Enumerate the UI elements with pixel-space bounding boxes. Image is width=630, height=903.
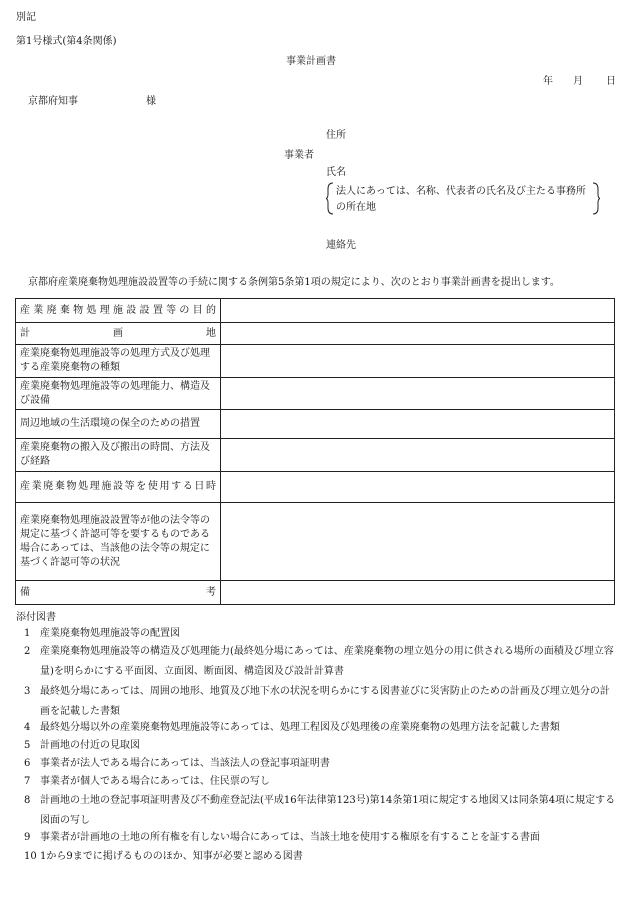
item-text: 最終処分場にあっては、周囲の地形、地質及び地下水の状況を明らかにする図書並びに災害防止のための計画及び埋立処分の計画を記載した書類	[40, 686, 610, 717]
row-label-purpose	[16, 299, 221, 323]
label-char: 廃	[43, 481, 54, 492]
item-text: 事業者が個人である場合にあっては、住民票の写し	[40, 776, 270, 787]
label-char: 物	[73, 304, 84, 316]
label-char: 業	[31, 481, 42, 492]
label-char: 産	[20, 481, 30, 492]
row-label-capacity: 産業廃棄物処理施設等の処理能力、構造及び設備	[16, 378, 221, 410]
row-value-capacity[interactable]	[221, 378, 615, 410]
corporate-note-bracket	[326, 182, 600, 215]
label-char: 使	[147, 481, 158, 492]
row-value-usage-time[interactable]	[221, 472, 615, 503]
row-label-text-spaced	[20, 327, 216, 341]
row-label-usage-time	[16, 472, 221, 503]
addressee: 京都府知事	[28, 96, 78, 107]
item-number: 9	[24, 832, 31, 843]
list-item	[24, 624, 616, 644]
label-char: 設	[126, 304, 137, 316]
item-number: 10	[24, 851, 37, 862]
label-char: 用	[159, 481, 170, 492]
list-item	[24, 736, 616, 756]
item-text: 産業廃棄物処理施設等の配置図	[40, 628, 180, 639]
row-value-site[interactable]	[221, 323, 615, 345]
row-label-text	[20, 304, 216, 318]
label-char: 棄	[59, 304, 70, 316]
row-value-remarks[interactable]	[221, 581, 615, 605]
date-year: 年	[543, 76, 553, 87]
list-item	[24, 754, 616, 774]
item-number: 2	[24, 646, 31, 657]
contact-label: 連絡先	[326, 240, 356, 251]
label-char: を	[136, 481, 147, 492]
row-label-text	[20, 480, 216, 494]
label-char: 画	[113, 327, 123, 339]
row-value-purpose[interactable]	[221, 299, 615, 323]
list-item	[24, 828, 616, 848]
row-label-remarks	[16, 581, 221, 605]
list-item	[24, 772, 616, 792]
plan-table	[15, 298, 615, 605]
table-row	[16, 410, 615, 439]
label-char: 棄	[54, 481, 65, 492]
form-number: 第1号様式(第4条関係)	[16, 36, 117, 47]
label-char: 等	[166, 304, 177, 316]
item-number: 5	[24, 740, 31, 751]
list-item	[24, 682, 616, 722]
label-char: 日	[194, 481, 205, 492]
label-char: 設	[113, 481, 123, 492]
label-char: 設	[139, 304, 150, 316]
honorific: 様	[146, 96, 156, 107]
item-number: 7	[24, 776, 31, 787]
label-char: す	[171, 481, 182, 492]
label-char: 置	[152, 304, 163, 316]
row-label-site	[16, 323, 221, 345]
address-label: 住所	[326, 130, 346, 141]
item-number: 6	[24, 758, 31, 769]
table-row	[16, 299, 615, 323]
date-day: 日	[606, 76, 616, 87]
row-label-method: 産業廃棄物処理施設等の処理方式及び処理する産業廃棄物の種類	[16, 345, 221, 378]
table-row	[16, 503, 615, 581]
label-char: 施	[101, 481, 112, 492]
label-char: 地	[206, 327, 216, 339]
label-char: 産	[20, 304, 30, 316]
item-text: 計画地の土地の登記事項証明書及び不動産登記法(平成16年法律第123号)第14条第1項に規定する地図又は同条第4項に規定する図面の写し	[40, 795, 616, 826]
label-char: 目	[192, 304, 203, 316]
label-char: 業	[33, 304, 44, 316]
date-month: 月	[573, 76, 583, 87]
label-char: 備	[20, 586, 30, 598]
label-char: 計	[20, 327, 30, 339]
label-char: 的	[205, 304, 216, 316]
label-char: 施	[112, 304, 123, 316]
label-char: 処	[86, 304, 97, 316]
table-row	[16, 439, 615, 472]
list-item	[24, 642, 616, 682]
row-value-transport[interactable]	[221, 439, 615, 472]
list-item	[24, 847, 616, 867]
row-label-permits: 産業廃棄物処理施設設置等が他の法令等の規定に基づく許認可等を要するものである場合にあっては、当該他の法令等の規定に基づく許認可等の状況	[16, 503, 221, 581]
list-item	[24, 791, 616, 831]
annex-label: 別記	[16, 12, 36, 23]
row-label-text-spaced	[20, 586, 216, 600]
row-value-environment[interactable]	[221, 410, 615, 439]
row-value-method[interactable]	[221, 345, 615, 378]
label-char: 物	[66, 481, 77, 492]
attachments-heading: 添付図書	[16, 612, 56, 623]
row-label-transport: 産業廃棄物の搬入及び搬出の時間、方法及び経路	[16, 439, 221, 472]
table-row	[16, 581, 615, 605]
item-text: 1から9までに掲げるもののほか、知事が必要と認める図書	[40, 851, 303, 862]
item-text: 計画地の付近の見取図	[40, 740, 140, 751]
label-char: 考	[206, 586, 216, 598]
label-char: る	[182, 481, 193, 492]
item-text: 最終処分場以外の産業廃棄物処理施設等にあっては、処理工程図及び処理後の産業廃棄物の処理方法を記載した書類	[40, 722, 560, 733]
label-char: 理	[99, 304, 110, 316]
table-row	[16, 345, 615, 378]
label-char: 時	[206, 481, 216, 492]
document-title: 事業計画書	[286, 56, 336, 67]
label-char: 理	[89, 481, 100, 492]
label-char: の	[179, 304, 190, 316]
corporate-note: 法人にあっては、名称、代表者の氏名及び主たる事務所の所在地	[336, 186, 586, 213]
label-char: 廃	[46, 304, 57, 316]
row-value-permits[interactable]	[221, 503, 615, 581]
item-text: 事業者が法人である場合にあっては、当該法人の登記事項証明書	[40, 758, 330, 769]
item-number: 8	[24, 795, 31, 806]
item-number: 4	[24, 722, 31, 733]
row-label-environment: 周辺地域の生活環境の保全のための措置	[16, 410, 221, 439]
operator-label: 事業者	[284, 150, 314, 161]
item-number: 1	[24, 628, 31, 639]
item-number: 3	[24, 686, 31, 697]
name-label: 氏名	[326, 167, 346, 178]
table-row	[16, 472, 615, 503]
item-text: 産業廃棄物処理施設等の構造及び処理能力(最終処分場にあっては、産業廃棄物の埋立処分の用に供される場所の面積及び埋立容量)を明らかにする平面図、立面図、断面図、構造図及び設計計算書	[40, 646, 614, 677]
intro-text: 京都府産業廃棄物処理施設設置等の手続に関する条例第5条第1項の規定により、次のとおり事業計画書を提出します。	[28, 277, 560, 288]
label-char: 処	[78, 481, 89, 492]
label-char: 等	[124, 481, 135, 492]
item-text: 事業者が計画地の土地の所有権を有しない場合にあっては、当該土地を使用する権原を有することを証する書面	[40, 832, 540, 843]
table-row	[16, 378, 615, 410]
table-row	[16, 323, 615, 345]
list-item	[24, 718, 616, 738]
